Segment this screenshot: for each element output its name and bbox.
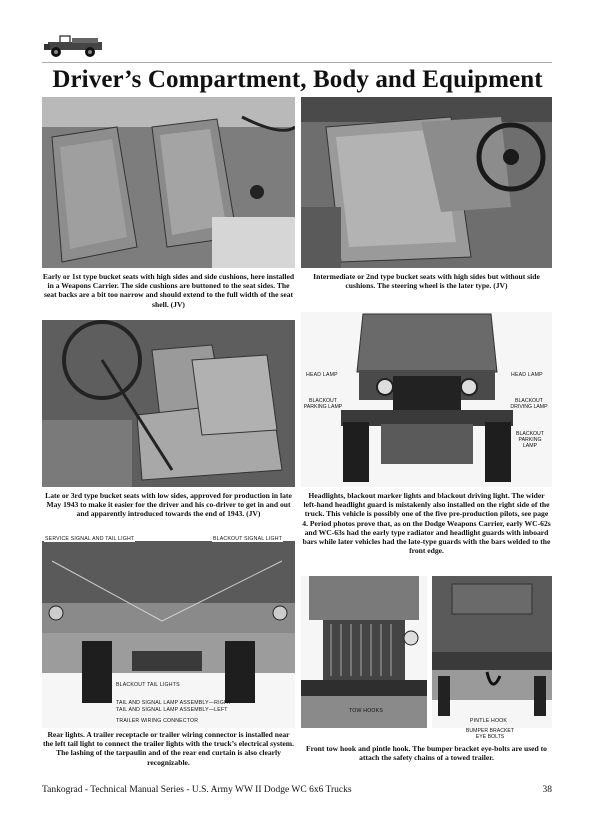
page-title: Driver’s Compartment, Body and Equipment: [52, 66, 543, 93]
label-pintle-hook: PINTLE HOOK: [470, 718, 508, 724]
page-number: 38: [542, 785, 552, 795]
label-bumper-bracket: BUMPER BRACKET EYE BOLTS: [465, 728, 515, 740]
label-blackout-parking-left: BLACKOUT PARKING LAMP: [303, 398, 343, 410]
footer-series: Tankograd - Technical Manual Series - U.S. Army WW II Dodge WC 6x6 Trucks: [42, 785, 352, 795]
header-rule: [42, 62, 552, 63]
caption-early-bucket-seats: Early or 1st type bucket seats with high sides and side cushions, here installed in a Weapons Carrier. The side cushions are buttoned to the seat sides. The seat backs are a bit too narrow and should extend to the full width of the seat shell. (JV): [42, 272, 295, 309]
photo-pintle-hook: [432, 576, 552, 728]
caption-rear-lights: Rear lights. A trailer receptacle or trailer wiring connector is installed near the left tail light to connect the trailer lights with the truck’s electrical system. The lashing of the tarpaulin and of the rear end curtain is also clearly recognizable.: [43, 730, 294, 767]
label-blackout-driving: BLACKOUT DRIVING LAMP: [510, 398, 548, 410]
label-assembly-left: TAIL AND SIGNAL LAMP ASSEMBLY—LEFT: [116, 707, 228, 713]
label-blackout-parking-right: BLACKOUT PARKING LAMP: [516, 431, 544, 449]
label-blackout-signal: BLACKOUT SIGNAL LIGHT: [213, 536, 283, 542]
caption-intermediate-bucket-seats: Intermediate or 2nd type bucket seats with high sides but without side cushions. The steering wheel is the later type. (JV): [313, 272, 540, 291]
photo-early-bucket-seats: [42, 97, 295, 268]
caption-late-bucket-seats: Late or 3rd type bucket seats with low sides, approved for production in late May 1943 to make it easier for the driver and his co-driver to get in and out and apparently introduced towards the end of 1943. (JV): [45, 491, 292, 519]
label-tow-hooks: TOW HOOKS: [349, 708, 383, 714]
truck-logo-icon: [42, 30, 108, 60]
caption-headlights: Headlights, blackout marker lights and blackout driving light. The wider left-hand headlight guard is mistakenly also installed on the right side of the truck. This vehicle is possibly one of the five pre-production pilots, see page 4. Period photos prove that, as on the Dodge Weapons Carrier, early WC-62s and WC-63s had the early type radiator and headlight guards with inboard bars while later vehicles had the late-type guards with the bars welded to the front edge.: [302, 491, 551, 556]
photo-tow-hooks: [301, 576, 427, 728]
label-head-lamp-left: HEAD LAMP: [306, 372, 338, 378]
label-service-signal: SERVICE SIGNAL AND TAIL LIGHT: [45, 536, 135, 542]
photo-intermediate-bucket-seats: [301, 97, 552, 268]
caption-tow-pintle-hooks: Front tow hook and pintle hook. The bumper bracket eye-bolts are used to attach the safety chains of a towed trailer.: [306, 744, 547, 763]
label-blackout-tail: BLACKOUT TAIL LIGHTS: [116, 682, 180, 688]
label-trailer-connector: TRAILER WIRING CONNECTOR: [116, 718, 199, 724]
label-assembly-right: TAIL AND SIGNAL LAMP ASSEMBLY—RIGHT: [116, 700, 232, 706]
photo-late-bucket-seats: [42, 320, 295, 487]
label-head-lamp-right: HEAD LAMP: [511, 372, 543, 378]
